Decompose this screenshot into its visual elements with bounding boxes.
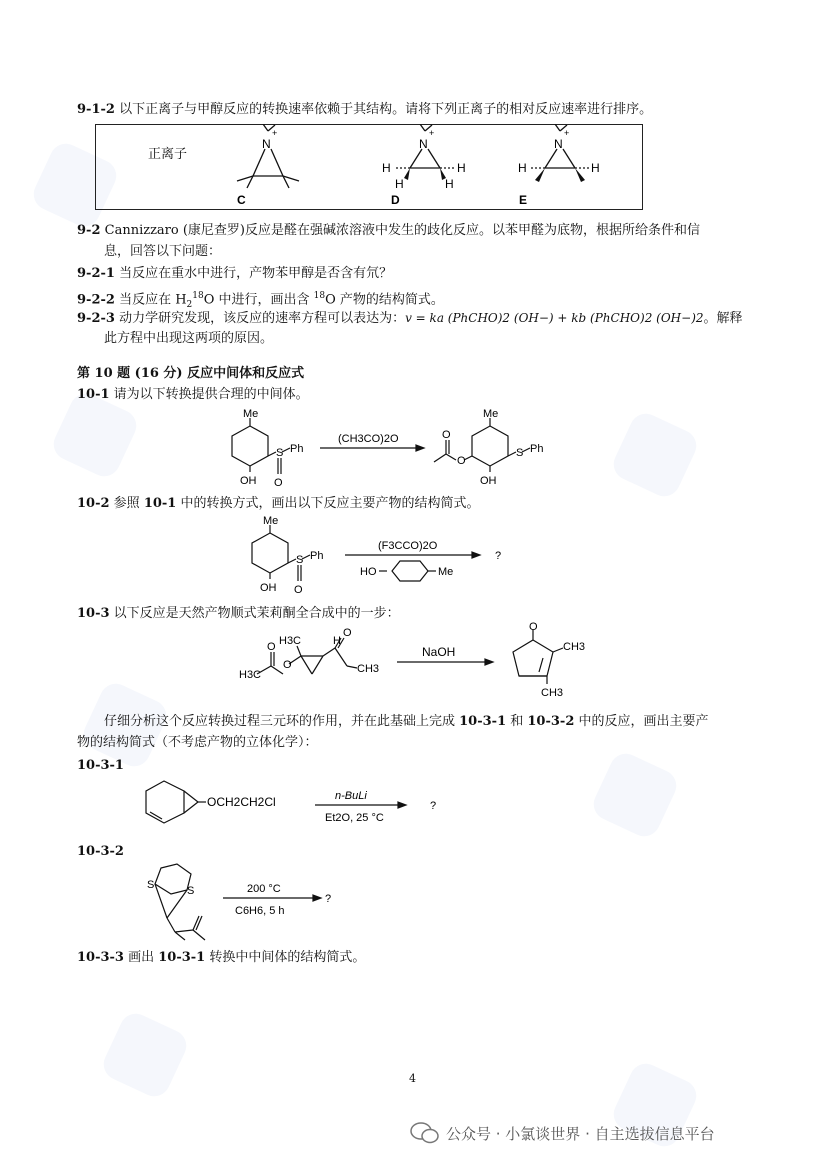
question-9-2-3	[77, 308, 743, 329]
label-e: E	[519, 193, 528, 207]
atom-me: Me	[243, 408, 259, 420]
text-part: 仔细分析这个反应转换过程三元环的作用，并在此基础上完成	[104, 714, 460, 729]
atom-h3c: H3C	[279, 635, 302, 647]
text-part: O 中进行，画出含	[203, 292, 314, 308]
product-unknown: ?	[430, 800, 437, 812]
atom-s: S	[147, 879, 155, 891]
text-part: O 产物的结构简式。	[325, 292, 444, 308]
atom-oh: OH	[240, 475, 257, 487]
footer-account: 公众号 · 小氯谈世界 · 自主选拔信息平台	[446, 1125, 715, 1143]
question-number: 9-2-3	[77, 311, 115, 326]
text-part: 画出	[123, 950, 159, 965]
superscript: 18	[313, 291, 326, 301]
label-c: C	[237, 193, 246, 207]
atom-oh: OH	[260, 582, 277, 594]
atom-n: N	[419, 137, 428, 151]
product-unknown: ?	[325, 893, 332, 905]
label-d: D	[391, 193, 400, 207]
question-9-2-1	[77, 264, 392, 284]
scheme-10-3	[235, 622, 595, 707]
question-9-1-2	[77, 100, 652, 120]
atom-h: H	[382, 161, 391, 175]
text-part: 动力学研究发现，该反应的速率方程可以表达为：	[114, 311, 406, 326]
product-unknown: ?	[495, 550, 502, 562]
atom-ph: Ph	[530, 443, 544, 455]
charge-plus: +	[564, 128, 570, 138]
reference: 10-1	[143, 496, 177, 511]
reagent-bottom: C6H6, 5 h	[235, 905, 285, 917]
scheme-10-3-2	[135, 860, 365, 948]
rate-equation: v = ka (PhCHO)2 (OH−) + kb (PhCHO)2 (OH−)2	[405, 311, 704, 325]
atom-ph: Ph	[310, 550, 324, 562]
text-part: 转换中中间体的结构简式。	[205, 950, 366, 965]
atom-me: Me	[483, 408, 499, 420]
reagent: (F3CCO)2O	[378, 540, 438, 552]
atom-n: N	[554, 137, 563, 151]
question-9-2-3-cont: 此方程中出现这两项的原因。	[104, 331, 274, 346]
atom-ch3: CH3	[563, 641, 586, 653]
atom-h: H	[395, 177, 404, 191]
question-text: 以下反应是天然产物顺式茉莉酮全合成中的一步：	[109, 606, 400, 621]
question-number: 10-3	[77, 606, 110, 621]
question-number: 9-1-2	[77, 102, 115, 117]
atom-o: O	[267, 641, 276, 653]
reagent-top: n-BuLi	[335, 790, 367, 802]
text-part: 和	[506, 714, 528, 729]
atom-o: O	[294, 584, 303, 596]
scheme-10-2	[240, 515, 540, 600]
text-part: 中的转换方式，画出以下反应主要产物的结构简式。	[176, 496, 480, 511]
cation-structures	[95, 124, 643, 210]
question-10-2	[77, 494, 480, 514]
reagent-top: 200 °C	[247, 883, 281, 895]
text-part: 。解释	[703, 311, 743, 326]
atom-n: N	[262, 137, 271, 151]
question-10-3	[77, 604, 400, 624]
analysis-paragraph-cont: 物的结构简式（不考虑产物的立体化学）：	[77, 735, 318, 750]
atom-o: O	[283, 659, 292, 671]
question-text: 当反应在重水中进行，产物苯甲醇是否含有氘？	[114, 266, 393, 281]
atom-s: S	[296, 554, 304, 566]
atom-oh: OH	[480, 475, 497, 487]
atom-h: H	[518, 161, 527, 175]
question-9-2-cont: 息，回答以下问题：	[104, 244, 222, 259]
atom-h3c: H3C	[239, 669, 262, 681]
substituent: OCH2CH2Cl	[207, 795, 276, 809]
scheme-10-3-1	[140, 775, 460, 835]
text-part: 参照	[109, 496, 144, 511]
text-part: 当反应在 H	[114, 292, 187, 308]
charge-plus: +	[429, 128, 435, 138]
scheme-10-1	[220, 408, 580, 488]
atom-s: S	[276, 447, 284, 459]
question-number: 9-2	[77, 223, 101, 238]
question-10-3-1: 10-3-1	[77, 758, 124, 773]
question-9-2	[77, 221, 700, 241]
question-text: 以下正离子与甲醇反应的转换速率依赖于其结构。请将下列正离子的相对反应速率进行排序。	[114, 102, 653, 117]
superscript: 18	[192, 291, 204, 301]
atom-s: S	[516, 447, 524, 459]
page-number: 4	[409, 1072, 416, 1085]
question-10-1	[77, 385, 309, 405]
atom-me: Me	[263, 515, 279, 527]
question-number: 9-2-2	[77, 292, 115, 308]
atom-o: O	[529, 622, 538, 633]
table-cell-label: 正离子	[148, 147, 188, 162]
reference: 10-3-1	[158, 950, 206, 965]
atom-o: O	[343, 627, 352, 639]
reference: 10-3-2	[527, 714, 575, 729]
reagent: NaOH	[422, 645, 456, 659]
question-text: Cannizzaro (康尼查罗)反应是醛在强碱浓溶液中发生的歧化反应。以苯甲醛为底物，根据所给条件和信	[100, 223, 700, 238]
charge-plus: +	[272, 128, 278, 138]
watermark-logo	[588, 748, 681, 841]
atom-o: O	[442, 429, 451, 441]
reagent-bottom: Et2O, 25 °C	[325, 812, 384, 824]
analysis-paragraph	[104, 712, 709, 732]
reagent: (CH3CO)2O	[338, 433, 399, 445]
atom-o: O	[457, 455, 466, 467]
question-10-3-3	[77, 948, 365, 968]
atom-h: H	[445, 177, 454, 191]
atom-ph: Ph	[290, 443, 304, 455]
watermark-logo	[608, 408, 701, 501]
structure-c	[237, 124, 299, 188]
question-number: 10-3-3	[77, 950, 124, 965]
atom-s: S	[187, 885, 195, 897]
question-10-3-2: 10-3-2	[77, 844, 124, 859]
question-number: 10-2	[77, 496, 110, 511]
section-title: 第 10 题 (16 分) 反应中间体和反应式	[77, 366, 305, 381]
reference: 10-3-1	[459, 714, 507, 729]
question-number: 10-1	[77, 387, 110, 402]
reagent-ho: HO	[360, 566, 377, 578]
atom-h: H	[457, 161, 466, 175]
question-text: 请为以下转换提供合理的中间体。	[109, 387, 309, 402]
wechat-icon	[410, 1122, 440, 1144]
atom-h: H	[591, 161, 600, 175]
atom-me: Me	[438, 566, 454, 578]
watermark-logo	[98, 1008, 191, 1101]
atom-o: O	[274, 477, 283, 488]
subscript: 2	[186, 299, 193, 310]
atom-h: H	[333, 635, 341, 647]
atom-ch3: CH3	[357, 663, 380, 675]
question-number: 9-2-1	[77, 266, 115, 281]
atom-ch3: CH3	[541, 687, 564, 699]
text-part: 中的反应，画出主要产	[574, 714, 709, 729]
